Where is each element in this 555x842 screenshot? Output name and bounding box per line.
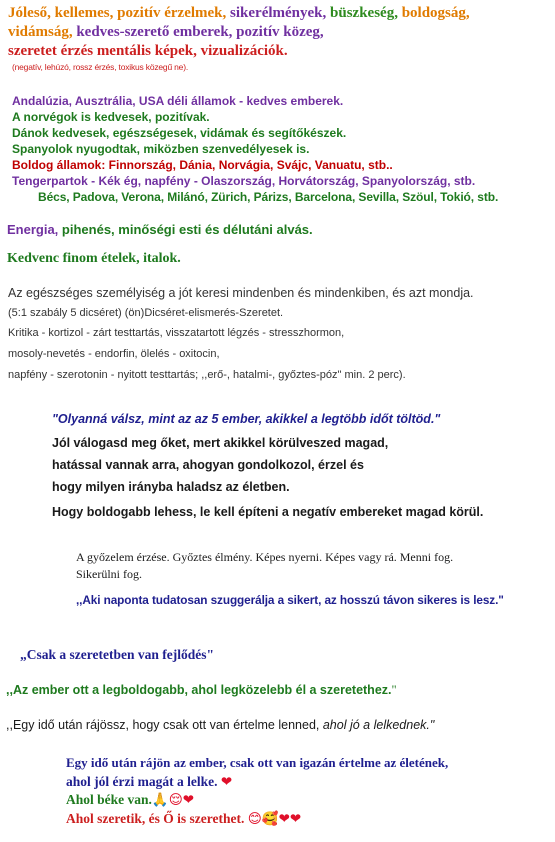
intro-kind-people: kedves-szerető emberek, — [76, 24, 233, 40]
closing-line-4 — [66, 810, 554, 829]
five-people-quote: "Olyanná válsz, mint az az 5 ember, akikkel a legtöbb időt töltöd." — [52, 412, 441, 426]
intro-line-1 — [8, 4, 553, 23]
five-people-line-2: hatással vannak arra, ahogyan gondolkozol, érzel és — [52, 458, 364, 472]
intro-positive-emotions: Jóleső, kellemes, pozitív érzelmek, — [8, 5, 227, 21]
love-quote-2 — [6, 683, 555, 698]
places-line-3: Dánok kedvesek, egészségesek, vidámak és segítőkészek. — [12, 126, 347, 140]
places-line-4: Spanyolok nyugodtak, miközben szenvedélyesek is. — [12, 142, 310, 156]
intro-pride: büszkeség, — [330, 5, 398, 21]
intro-line-3: szeretet érzés mentális képek, vizualizációk. — [8, 43, 288, 59]
health-line-2: (5:1 szabály 5 dicséret) (ön)Dicséret-elismerés-Szeretet. — [8, 307, 284, 319]
heart-icon: ❤ — [220, 773, 233, 790]
love-quote-3-text: ,,Egy idő után rájössz, hogy csak ott van értelme lenned, — [6, 718, 320, 732]
sleep-phrase: minőségi esti és délutáni alvás. — [118, 222, 313, 237]
closing-line-4-text: Ahol szeretik, és Ő is szerethet. — [66, 810, 245, 826]
health-line-3: Kritika - kortizol - zárt testtartás, visszatartott légzés - stresszhormon, — [8, 327, 345, 339]
five-people-block — [52, 412, 552, 523]
intro-successes: sikerélmények, — [230, 5, 327, 21]
energy-word: Energia, — [7, 222, 59, 237]
closing-line-2 — [66, 773, 554, 792]
places-line-6: Tengerpartok - Kék ég, napfény - Olaszország, Horvátország, Spanyolország, stb. — [12, 174, 476, 188]
places-line-1: Andalúzia, Ausztrália, USA déli államok - kedves emberek. — [12, 94, 344, 108]
intro-line-2 — [8, 23, 553, 42]
victory-line-2: Sikerülni fog. — [76, 567, 142, 581]
health-block — [8, 284, 553, 386]
five-people-line-1: Jól válogasd meg őket, mert akikkel körülveszed magad, — [52, 436, 389, 450]
love-quote-1: „Csak a szeretetben van fejlődés" — [20, 647, 214, 662]
love-quote-2-text: ,,Az ember ott a legboldogabb, ahol legközelebb él a szeretethez. — [6, 683, 392, 697]
intro-note: (negatív, lehúzó, rossz érzés, toxikus közegű ne). — [12, 62, 188, 72]
closing-block — [66, 754, 554, 828]
food-line: Kedvenc finom ételek, italok. — [7, 251, 181, 266]
places-block — [12, 93, 555, 205]
five-people-line-4: Hogy boldogabb lehess, le kell építeni a negatív embereket magad körül. — [52, 505, 484, 519]
closing-line-3-text: Ahol béke van. — [66, 792, 152, 807]
closing-line-3 — [66, 791, 554, 810]
places-line-2: A norvégok is kedvesek, pozitívak. — [12, 110, 210, 124]
closing-line-1: Egy idő után rájön az ember, csak ott van igazán értelme az életének, — [66, 755, 449, 770]
victory-block — [76, 549, 554, 609]
intro-happiness: boldogság, — [401, 5, 470, 21]
intro-block — [8, 4, 553, 73]
love-quote-3-italic: ahol jó a lelkednek." — [322, 718, 435, 732]
health-line-1: Az egészséges személyiség a jót keresi mindenben és mindenkiben, és azt mondja. — [8, 286, 474, 300]
intro-positive-environment: pozitív közeg, — [236, 24, 324, 40]
intro-cheerfulness: vidámság, — [8, 24, 73, 40]
closing-line-2-text: ahol jól érzi magát a lelke. — [66, 773, 218, 789]
victory-quote: ,,Aki naponta tudatosan szuggerálja a sikert, az hosszú távon sikeres is lesz." — [76, 593, 504, 607]
smile-love-heart-icons: 😊🥰❤❤ — [247, 810, 302, 827]
rest-word: pihenés, — [61, 222, 115, 237]
love-quote-3 — [6, 718, 555, 732]
five-people-line-3: hogy milyen irányba haladsz az életben. — [52, 480, 290, 494]
energy-line — [7, 222, 555, 237]
health-line-4: mosoly-nevetés - endorfin, ölelés - oxitocin, — [8, 348, 220, 360]
pray-relieved-heart-icons: 🙏😌❤ — [151, 792, 195, 808]
places-line-5: Boldog államok: Finnország, Dánia, Norvágia, Svájc, Vanuatu, stb.. — [12, 158, 393, 172]
love-quote-2-close: " — [391, 683, 397, 697]
health-line-5: napfény - szerotonin - nyitott testtartás; ,,erő-, hatalmi-, győztes-póz" min. 2 perc). — [8, 369, 406, 381]
victory-line-1: A győzelem érzése. Győztes élmény. Képes nyerni. Képes vagy rá. Menni fog. — [76, 550, 454, 564]
places-line-7: Bécs, Padova, Verona, Milánó, Zürich, Párizs, Barcelona, Sevilla, Szöul, Tokió, stb. — [38, 190, 499, 204]
